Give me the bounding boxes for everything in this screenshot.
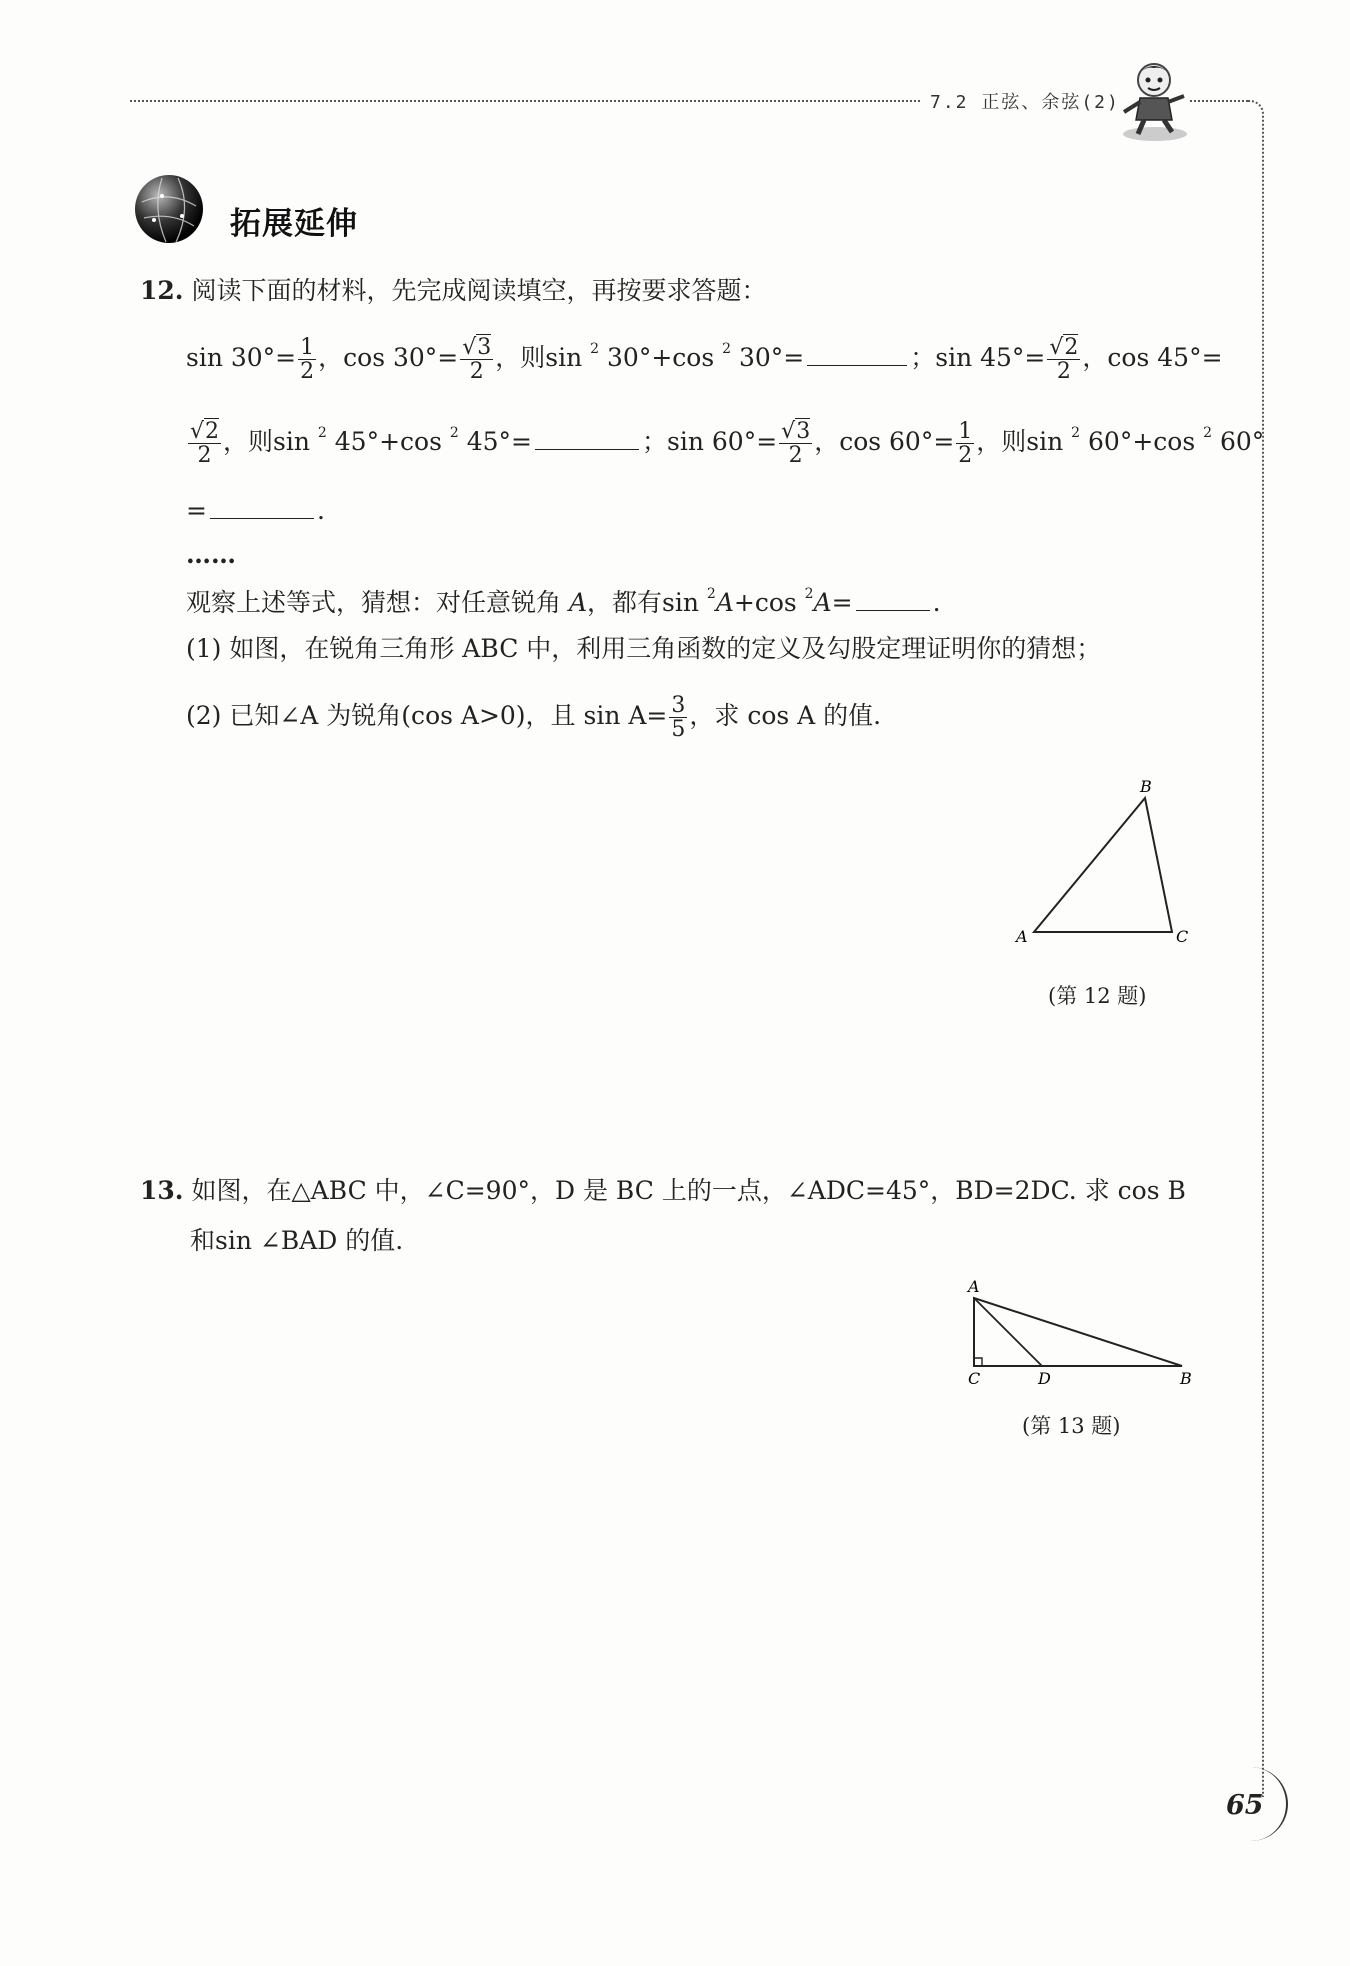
label-D: D bbox=[1038, 1369, 1051, 1388]
q13-line2: 和sin ∠BAD 的值. bbox=[190, 1226, 404, 1255]
header-rule bbox=[130, 100, 920, 102]
section-title: 拓展延伸 bbox=[230, 206, 358, 242]
header-title: 7.2 正弦、余弦(2) bbox=[930, 92, 1120, 113]
q13-line1-text: 如图，在△ABC 中，∠C=90°，D 是 BC 上的一点，∠ADC=45°，BD=2DC. 求 cos B bbox=[191, 1176, 1186, 1205]
q12-guess: 观察上述等式，猜想：对任意锐角 A，都有sin $^2$A+cos $^2$A= . bbox=[186, 585, 941, 617]
q12-triangle-figure bbox=[1010, 770, 1200, 950]
q12-line3: = . bbox=[186, 496, 325, 525]
mascot-icon bbox=[1118, 58, 1192, 142]
q12-guess-text: 观察上述等式，猜想：对任意锐角 bbox=[186, 588, 562, 617]
q12-part2-a: (2) 已知∠A 为锐角(cos A>0)，且 sin A= bbox=[186, 701, 668, 731]
q12-line1: sin 30°= $\frac{1}{2}$ ，cos 30°= $\frac{√3}{2}$ ，则sin $^2$ 30°+cos $^2$ 30°= ；sin 45°= $\frac{√2}{2}$ ，cos 45°= bbox=[186, 335, 1223, 385]
label-C: C bbox=[968, 1369, 981, 1388]
header-rule-right bbox=[1190, 100, 1248, 102]
q12-part1: (1) 如图，在锐角三角形 ABC 中，利用三角函数的定义及勾股定理证明你的猜想； bbox=[186, 634, 1102, 663]
globe-icon bbox=[132, 172, 206, 246]
q12-prompt-text: 阅读下面的材料，先完成阅读填空，再按要求答题： bbox=[191, 276, 767, 305]
page-border bbox=[1248, 100, 1264, 1797]
page-number: 65 bbox=[1226, 1790, 1264, 1821]
label-A: A bbox=[968, 1278, 980, 1296]
q12-ellipsis: …… bbox=[186, 540, 236, 569]
q12-number: 12. bbox=[140, 276, 184, 305]
label-B: B bbox=[1140, 777, 1152, 796]
label-C: C bbox=[1176, 927, 1189, 946]
q13-line1 bbox=[140, 1178, 1186, 1203]
q13-triangle-figure bbox=[960, 1278, 1210, 1388]
label-B: B bbox=[1180, 1369, 1192, 1388]
q13-caption: (第 13 题) bbox=[1022, 1414, 1121, 1438]
q12-prompt bbox=[140, 278, 766, 303]
q12-part2: (2) 已知∠A 为锐角(cos A>0)，且 sin A= $\frac{3}{5}$ ，求 cos A 的值. bbox=[186, 693, 882, 743]
q12-line2: $\frac{√2}{2}$ ，则sin $^2$ 45°+cos $^2$ 45°= ；sin 60°= $\frac{√3}{2}$ ，cos 60°= $\frac{1}{2}$ ，则sin $^2$ 60°+cos $^2$ 60° bbox=[190, 419, 1265, 469]
q12-caption: (第 12 题) bbox=[1048, 984, 1147, 1008]
q13-number: 13. bbox=[140, 1176, 184, 1205]
label-A: A bbox=[1016, 927, 1028, 946]
q12-part2-b: ，求 cos A 的值. bbox=[689, 701, 882, 731]
